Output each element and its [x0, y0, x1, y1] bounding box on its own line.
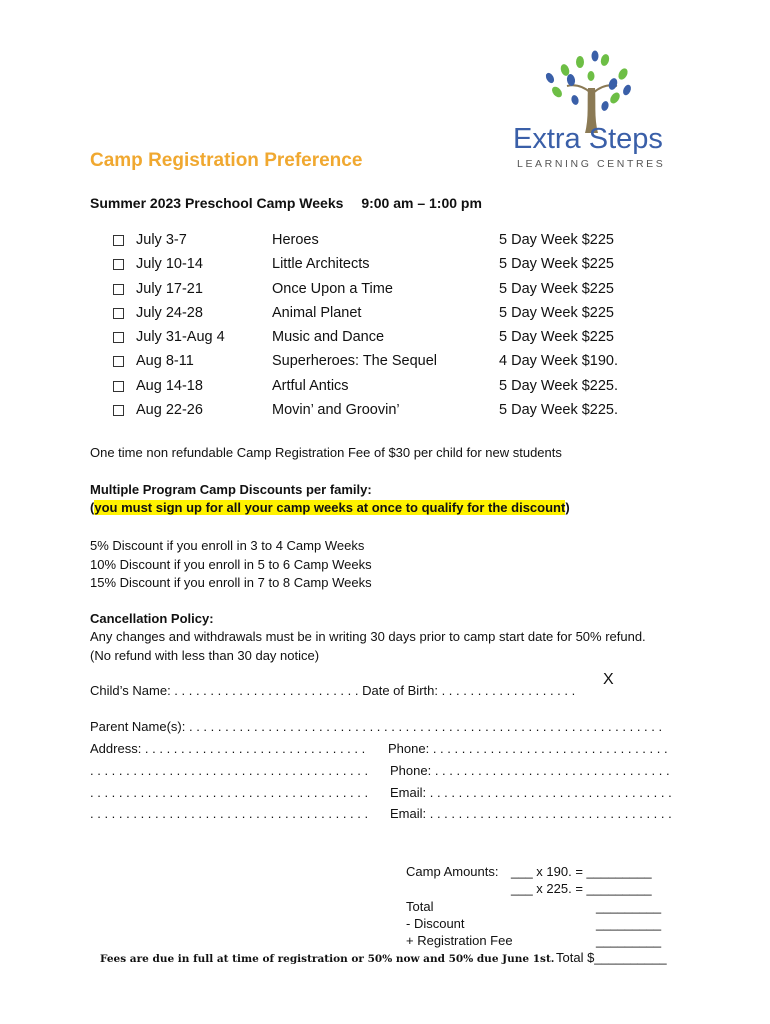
week-date: July 10-14 [136, 256, 203, 273]
week-theme: Superheroes: The Sequel [272, 353, 437, 370]
discount-blank[interactable]: _________ [596, 916, 662, 931]
child-name-field[interactable]: Child’s Name: . . . . . . . . . . . . . . . . . . . . . . . . . . Date of Birth: . . . . . . . . . . . . . . . . . . . [90, 683, 576, 698]
address-continued-field[interactable]: . . . . . . . . . . . . . . . . . . . . . . . . . . . . . . . . . . . . . . . [90, 785, 369, 800]
week-row [113, 402, 673, 426]
subtitle-time: 9:00 am – 1:00 pm [361, 195, 482, 211]
week-price: 5 Day Week $225 [499, 329, 614, 346]
discount-item: 5% Discount if you enroll in 3 to 4 Camp Weeks [90, 538, 365, 553]
week-row [113, 329, 673, 353]
phone-field[interactable]: Phone: . . . . . . . . . . . . . . . . . . . . . . . . . . . . . . . . . [388, 741, 668, 756]
address-field[interactable]: Address: . . . . . . . . . . . . . . . . . . . . . . . . . . . . . . . [90, 741, 366, 756]
parent-names-field[interactable]: Parent Name(s): . . . . . . . . . . . . . . . . . . . . . . . . . . . . . . . . . . . . . . . . . . . . . . . . . . . . . . . . . . . . . . . . . . [90, 719, 663, 734]
registration-fee-blank[interactable]: _________ [596, 933, 662, 948]
week-price: 5 Day Week $225 [499, 232, 614, 248]
extra-steps-logo [505, 48, 680, 173]
subtitle-label: Summer 2023 Preschool Camp Weeks [90, 195, 344, 211]
phone-field[interactable]: Phone: . . . . . . . . . . . . . . . . . . . . . . . . . . . . . . . . . [390, 763, 670, 778]
discount-item: 10% Discount if you enroll in 5 to 6 Camp Weeks [90, 556, 372, 572]
week-theme: Animal Planet [272, 304, 362, 321]
week-date: July 3-7 [136, 232, 187, 248]
week-row [113, 378, 673, 402]
week-theme: Music and Dance [272, 329, 385, 346]
email-field[interactable]: Email: . . . . . . . . . . . . . . . . . . . . . . . . . . . . . . . . . . [390, 785, 672, 800]
discounts-note-open: ( [90, 500, 95, 515]
cancellation-text: Any changes and withdrawals must be in writing 30 days prior to camp start date for 50% refund. (No refund with less than 30 day notice) [90, 629, 646, 663]
week-row [113, 353, 673, 377]
camp-weeks-list [113, 232, 673, 426]
cancellation-title: Cancellation Policy: [90, 611, 214, 626]
grand-total-field[interactable]: Total $__________ [556, 950, 667, 965]
discounts-note [90, 499, 570, 518]
discounts-list [90, 537, 372, 593]
week-checkbox[interactable] [113, 356, 124, 367]
total-label: Total [406, 899, 434, 914]
discounts-note-highlight: you must sign up for all your camp weeks at once to qualify for the discount [94, 500, 566, 515]
week-row [113, 281, 673, 305]
footprint-tree-icon [505, 48, 680, 173]
week-checkbox[interactable] [113, 308, 124, 319]
fees-due-note: Fees are due in full at time of registration or 50% now and 50% due June 1st. [100, 953, 555, 965]
camp-amounts-label: Camp Amounts: [406, 864, 499, 879]
week-date: Aug 14-18 [136, 377, 203, 394]
address-continued-field[interactable]: . . . . . . . . . . . . . . . . . . . . . . . . . . . . . . . . . . . . . . . [90, 806, 369, 821]
week-row [113, 232, 673, 256]
week-theme: Once Upon a Time [272, 280, 393, 297]
week-price: 5 Day Week $225 [499, 280, 614, 297]
logo-brand-text: Extra Steps [513, 123, 663, 155]
week-row [113, 305, 673, 329]
total-blank[interactable]: _________ [596, 899, 662, 914]
week-checkbox[interactable] [113, 381, 124, 392]
page-title: Camp Registration Preference [90, 150, 363, 171]
address-continued-field[interactable]: . . . . . . . . . . . . . . . . . . . . . . . . . . . . . . . . . . . . . . . [90, 763, 369, 778]
week-price: 5 Day Week $225. [499, 377, 619, 394]
week-date: Aug 8-11 [136, 353, 194, 370]
discount-label: - Discount [406, 916, 465, 931]
week-theme: Little Architects [272, 256, 370, 273]
week-theme: Movin’ and Groovin’ [272, 402, 400, 419]
x-mark: X [603, 671, 614, 688]
week-checkbox[interactable] [113, 405, 124, 416]
discounts-title: Multiple Program Camp Discounts per family: [90, 482, 372, 497]
registration-fee-note: One time non refundable Camp Registration Fee of $30 per child for new students [90, 445, 562, 460]
week-price: 5 Day Week $225 [499, 256, 614, 273]
week-checkbox[interactable] [113, 259, 124, 270]
amount-225-line[interactable]: ___ x 225. = _________ [511, 881, 652, 896]
week-checkbox[interactable] [113, 332, 124, 343]
email-field[interactable]: Email: . . . . . . . . . . . . . . . . . . . . . . . . . . . . . . . . . . [390, 806, 672, 821]
week-date: Aug 22-26 [136, 402, 203, 419]
week-price: 5 Day Week $225. [499, 402, 619, 419]
week-theme: Artful Antics [272, 377, 349, 394]
registration-fee-label: + Registration Fee [406, 933, 513, 948]
discounts-note-close: ) [565, 500, 570, 515]
week-date: July 24-28 [136, 304, 203, 321]
week-date: July 31-Aug 4 [136, 329, 225, 346]
week-theme: Heroes [272, 232, 319, 248]
week-price: 5 Day Week $225 [499, 304, 614, 321]
week-date: July 17-21 [136, 280, 203, 297]
amount-190-line[interactable]: ___ x 190. = _________ [511, 864, 652, 879]
week-checkbox[interactable] [113, 235, 124, 246]
discount-item: 15% Discount if you enroll in 7 to 8 Camp Weeks [90, 575, 372, 590]
week-checkbox[interactable] [113, 284, 124, 295]
week-price: 4 Day Week $190. [499, 353, 619, 370]
week-row [113, 256, 673, 280]
camp-weeks-subtitle [90, 195, 482, 211]
logo-tagline: LEARNING CENTRES [517, 158, 666, 170]
